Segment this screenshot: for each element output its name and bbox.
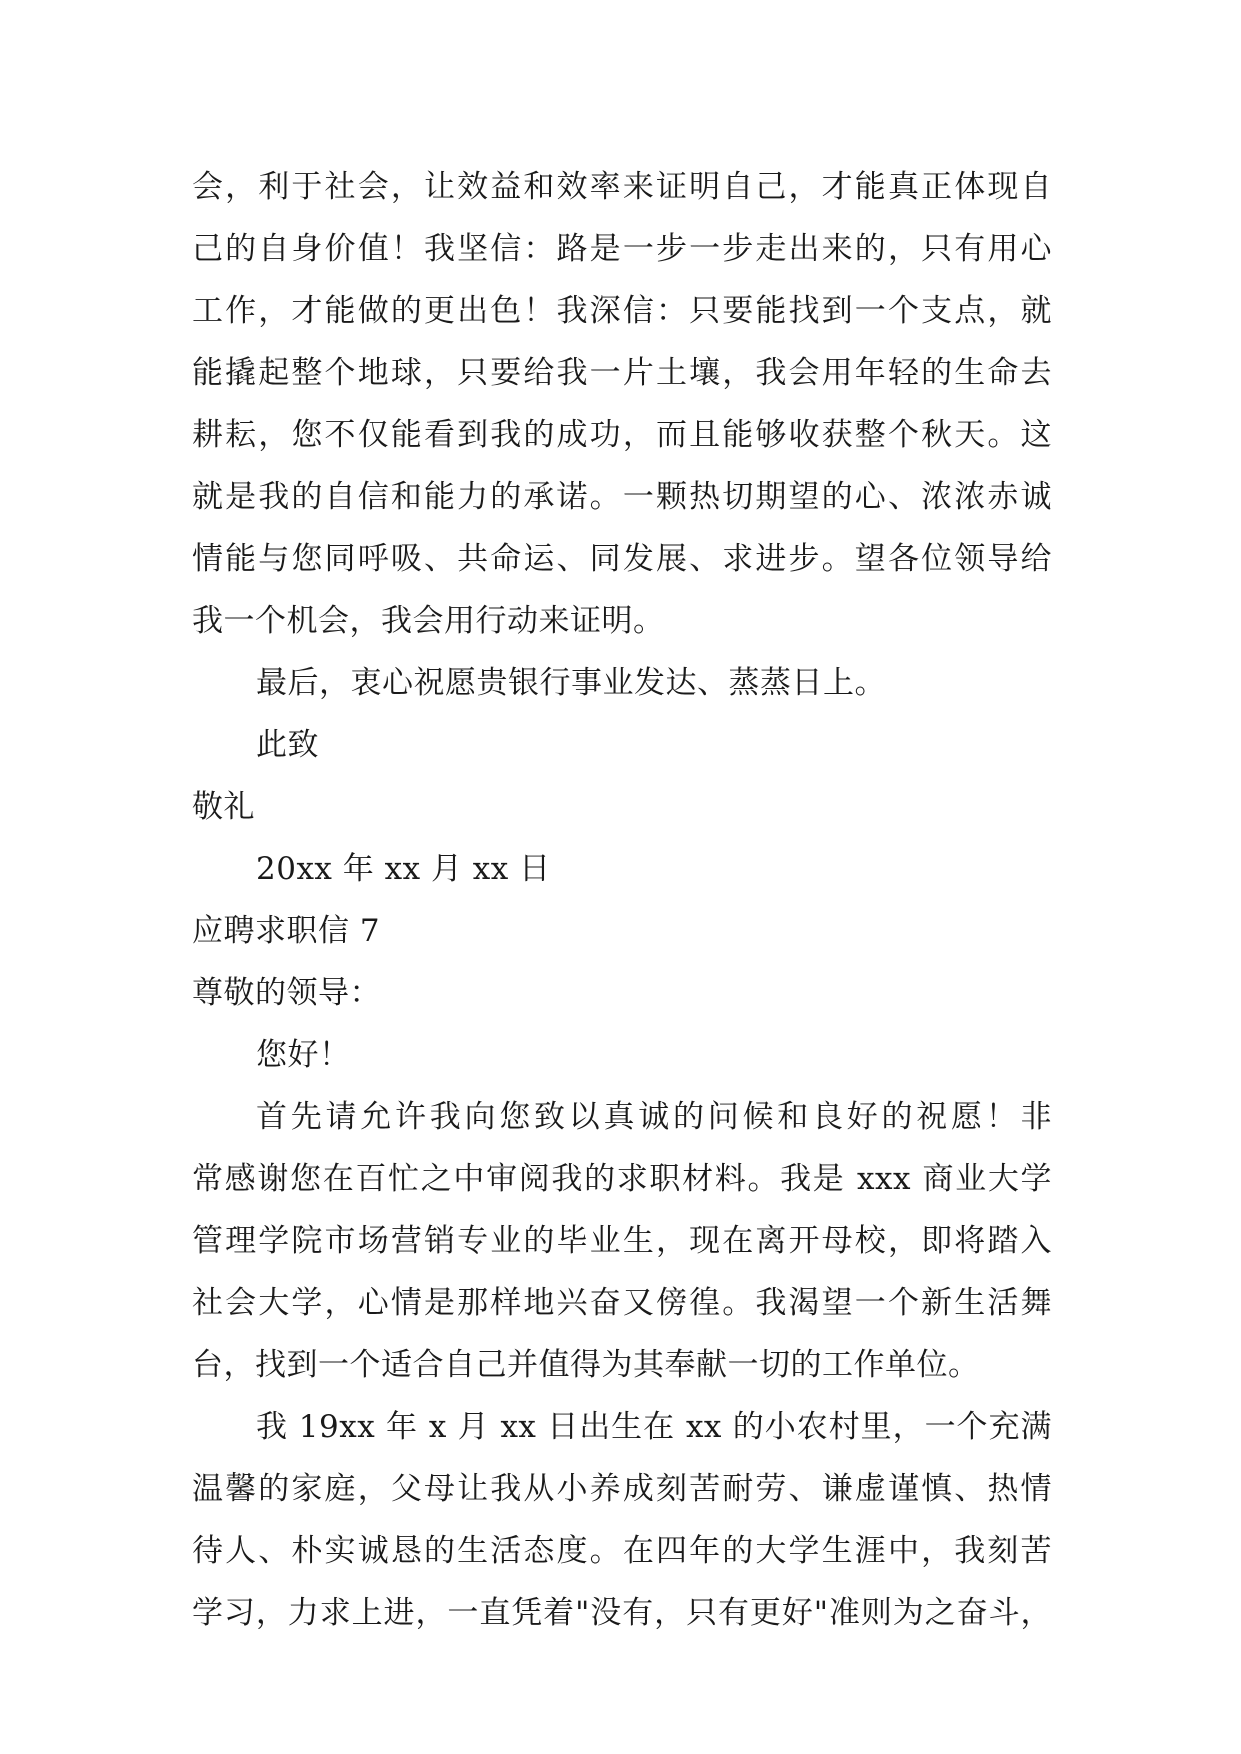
text-line: 工作，才能做的更出色！我深信：只要能找到一个支点，就: [192, 293, 1052, 329]
greeting-recipient: 尊敬的领导：: [192, 975, 381, 1011]
letter-body: [192, 156, 1052, 1644]
section-title: 应聘求职信 7: [192, 913, 381, 949]
text-line: 我一个机会，我会用行动来证明。: [192, 603, 665, 639]
text-line: 管理学院市场营销专业的毕业生，现在离开母校，即将踏入: [192, 1223, 1052, 1259]
text-line: 常感谢您在百忙之中审阅我的求职材料。我是 xxx 商业大学: [192, 1161, 1052, 1197]
closing-wish: 最后，衷心祝愿贵银行事业发达、蒸蒸日上。: [256, 665, 886, 701]
text-line: 我 19xx 年 x 月 xx 日出生在 xx 的小农村里，一个充满: [256, 1409, 1052, 1445]
text-line: 能撬起整个地球，只要给我一片土壤，我会用年轻的生命去: [192, 355, 1052, 391]
text-line: 情能与您同呼吸、共命运、同发展、求进步。望各位领导给: [192, 541, 1052, 577]
salutation-jingli: 敬礼: [192, 789, 255, 825]
text-line: 就是我的自信和能力的承诺。一颗热切期望的心、浓浓赤诚: [192, 479, 1052, 515]
text-line: 学习，力求上进，一直凭着"没有，只有更好"准则为之奋斗，: [192, 1595, 1052, 1631]
text-line: 社会大学，心情是那样地兴奋又傍徨。我渴望一个新生活舞: [192, 1285, 1052, 1321]
text-line: 台，找到一个适合自己并值得为其奉献一切的工作单位。: [192, 1347, 980, 1383]
salutation-cizhi: 此致: [256, 727, 319, 763]
text-line: 己的自身价值！我坚信：路是一步一步走出来的，只有用心: [192, 231, 1052, 267]
letter-date: 20xx 年 xx 月 xx 日: [256, 851, 551, 887]
text-line: 会，利于社会，让效益和效率来证明自己，才能真正体现自: [192, 169, 1052, 205]
text-line: 温馨的家庭，父母让我从小养成刻苦耐劳、谦虚谨慎、热情: [192, 1471, 1052, 1507]
text-line: 待人、朴实诚恳的生活态度。在四年的大学生涯中，我刻苦: [192, 1533, 1052, 1569]
text-line: 首先请允许我向您致以真诚的问候和良好的祝愿！非: [256, 1099, 1052, 1135]
text-line: 耕耘，您不仅能看到我的成功，而且能够收获整个秋天。这: [192, 417, 1052, 453]
greeting-hello: 您好！: [256, 1037, 351, 1073]
